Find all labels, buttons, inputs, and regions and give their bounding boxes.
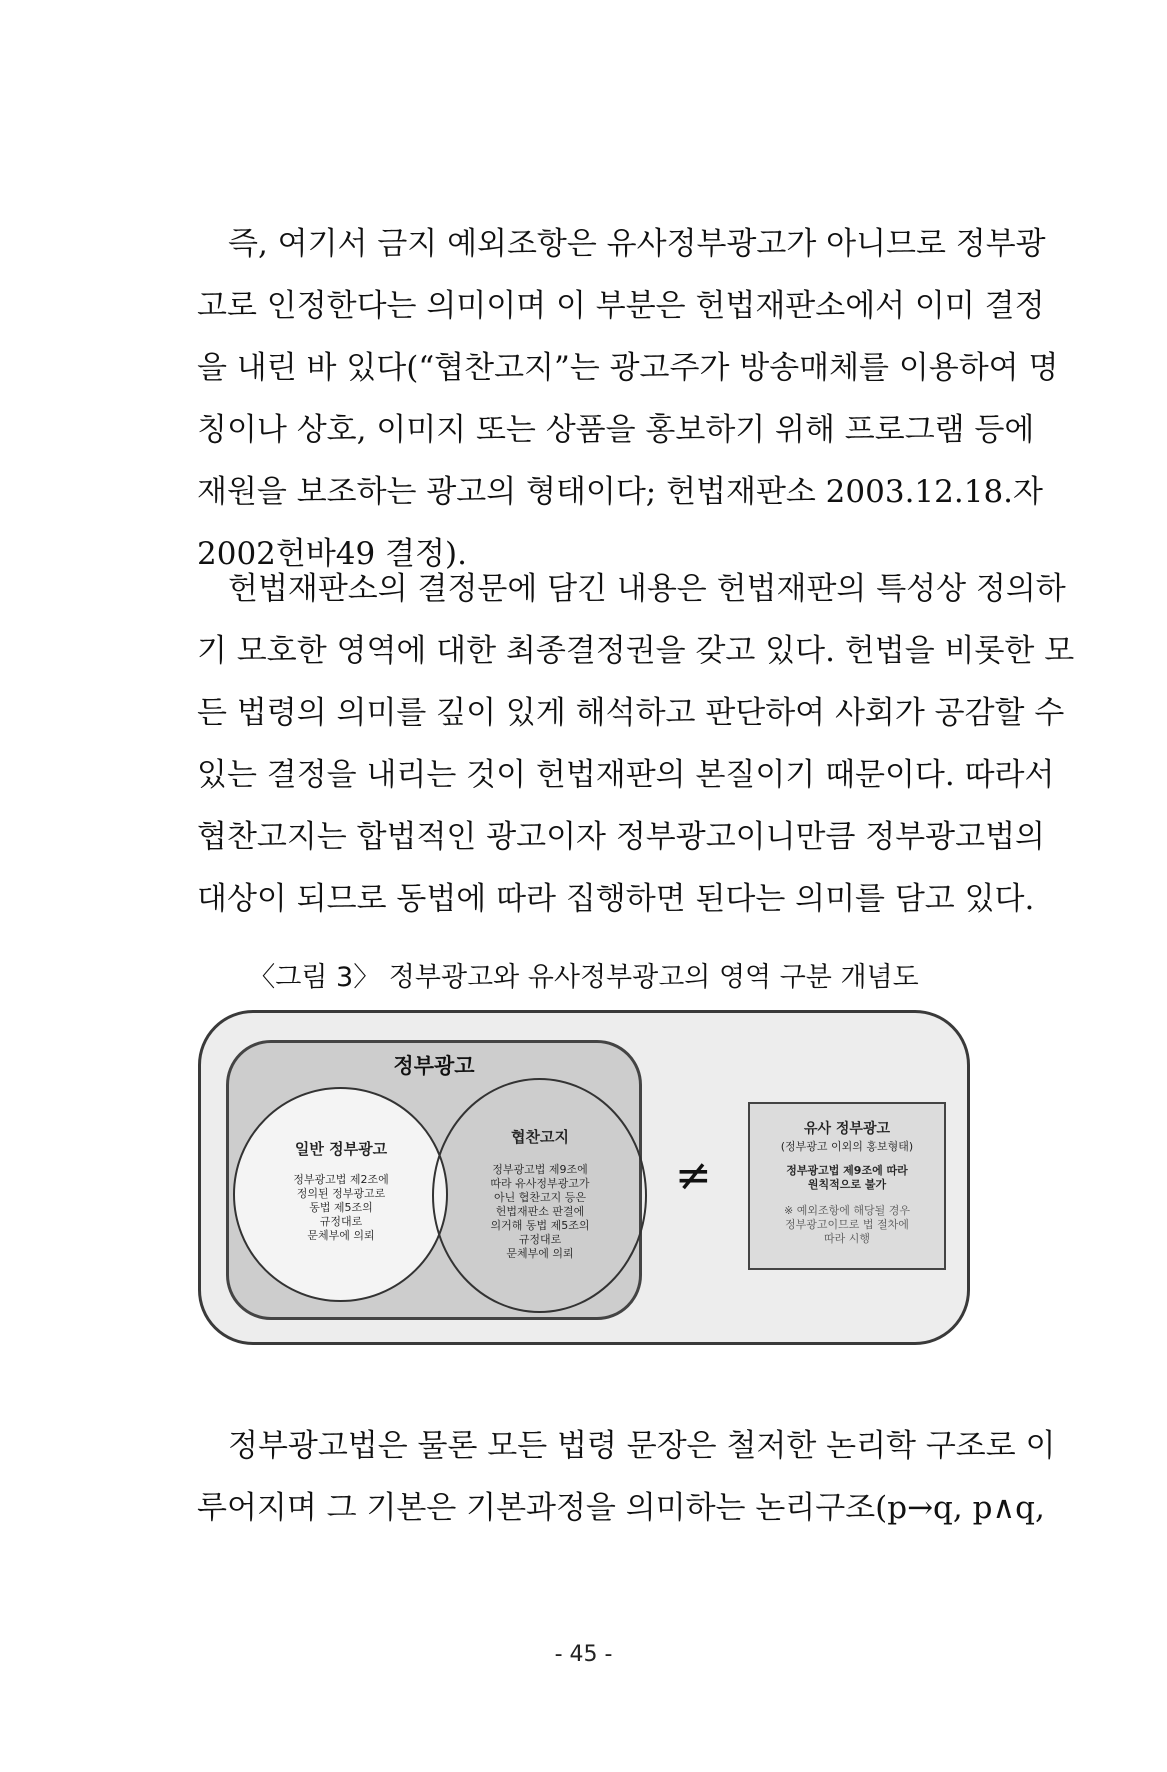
body-line: 정부광고법 제2조에 bbox=[293, 1173, 389, 1186]
body-line: 규정대로 bbox=[319, 1215, 363, 1228]
body-line: 규정대로 bbox=[518, 1233, 562, 1246]
body-line: 문체부에 의뢰 bbox=[307, 1229, 375, 1242]
not-equal-sign: ≠ bbox=[675, 1150, 712, 1201]
text-line: 있는 결정을 내리는 것이 헌법재판의 본질이기 때문이다. 따라서 bbox=[197, 757, 1055, 793]
quasi-ad-note bbox=[748, 1204, 946, 1246]
text-line: 정부광고법은 물론 모든 법령 문장은 철저한 논리학 구조로 이 bbox=[197, 1428, 1056, 1464]
text-line: 고로 인정한다는 의미이며 이 부분은 헌법재판소에서 이미 결정 bbox=[197, 288, 1045, 324]
quasi-ad-subtitle: (정부광고 이외의 홍보형태) bbox=[780, 1140, 914, 1153]
body-line: 동법 제5조의 bbox=[309, 1201, 373, 1214]
text-line: 2002헌바49 결정). bbox=[197, 536, 467, 572]
note-line: 정부광고이므로 법 절차에 bbox=[785, 1218, 909, 1231]
body-line: 문체부에 의뢰 bbox=[506, 1247, 574, 1260]
body-line: 정의된 정부광고로 bbox=[296, 1187, 386, 1200]
body-line: 정부광고법 제9조에 따라 bbox=[786, 1164, 908, 1177]
quasi-government-ad-text bbox=[748, 1118, 946, 1246]
note-line: 따라 시행 bbox=[823, 1232, 870, 1245]
general-ad-body bbox=[236, 1173, 446, 1243]
quasi-ad-title: 유사 정부광고 bbox=[803, 1121, 891, 1137]
text-line: 협찬고지는 합법적인 광고이자 정부광고이니만큼 정부광고법의 bbox=[197, 819, 1045, 855]
body-line: 따라 유사정부광고가 bbox=[490, 1177, 590, 1190]
paragraph-2 bbox=[197, 558, 1075, 930]
government-ad-title: 정부광고 bbox=[393, 1054, 475, 1078]
sponsor-notice-title: 협찬고지 bbox=[511, 1128, 569, 1146]
body-line: 정부광고법 제9조에 bbox=[492, 1163, 588, 1176]
text-line: 헌법재판소의 결정문에 담긴 내용은 헌법재판의 특성상 정의하 bbox=[197, 571, 1066, 607]
text-line: 대상이 되므로 동법에 따라 집행하면 된다는 의미를 담고 있다. bbox=[197, 881, 1035, 917]
text-line: 기 모호한 영역에 대한 최종결정권을 갖고 있다. 헌법을 비롯한 모 bbox=[197, 633, 1075, 669]
note-line: ※ 예외조항에 해당될 경우 bbox=[784, 1204, 910, 1217]
sponsor-notice-text bbox=[435, 1126, 645, 1261]
body-line: 헌법재판소 판결에 bbox=[495, 1205, 585, 1218]
text-line: 칭이나 상호, 이미지 또는 상품을 홍보하기 위해 프로그램 등에 bbox=[197, 412, 1035, 448]
text-line: 을 내린 바 있다(“협찬고지”는 광고주가 방송매체를 이용하여 명 bbox=[197, 350, 1059, 386]
body-line: 아닌 협찬고지 등은 bbox=[493, 1191, 586, 1204]
paragraph-3 bbox=[197, 1415, 1056, 1539]
sponsor-notice-body bbox=[435, 1163, 645, 1261]
body-line: 의거해 동법 제5조의 bbox=[490, 1219, 590, 1232]
figure-caption: 〈그림 3〉 정부광고와 유사정부광고의 영역 구분 개념도 bbox=[248, 962, 919, 993]
body-line: 원칙적으로 불가 bbox=[807, 1178, 887, 1191]
text-line: 즉, 여기서 금지 예외조항은 유사정부광고가 아니므로 정부광 bbox=[197, 226, 1046, 262]
general-ad-title: 일반 정부광고 bbox=[294, 1140, 388, 1158]
page-number: - 45 - bbox=[554, 1642, 613, 1667]
quasi-ad-body bbox=[748, 1164, 946, 1192]
text-line: 루어지며 그 기본은 기본과정을 의미하는 논리구조(p→q, p∧q, bbox=[197, 1490, 1045, 1526]
general-ad-text bbox=[236, 1138, 446, 1243]
text-line: 든 법령의 의미를 깊이 있게 해석하고 판단하여 사회가 공감할 수 bbox=[197, 695, 1065, 731]
paragraph-1 bbox=[197, 213, 1059, 585]
text-line: 재원을 보조하는 광고의 형태이다; 헌법재판소 2003.12.18.자 bbox=[197, 474, 1043, 510]
